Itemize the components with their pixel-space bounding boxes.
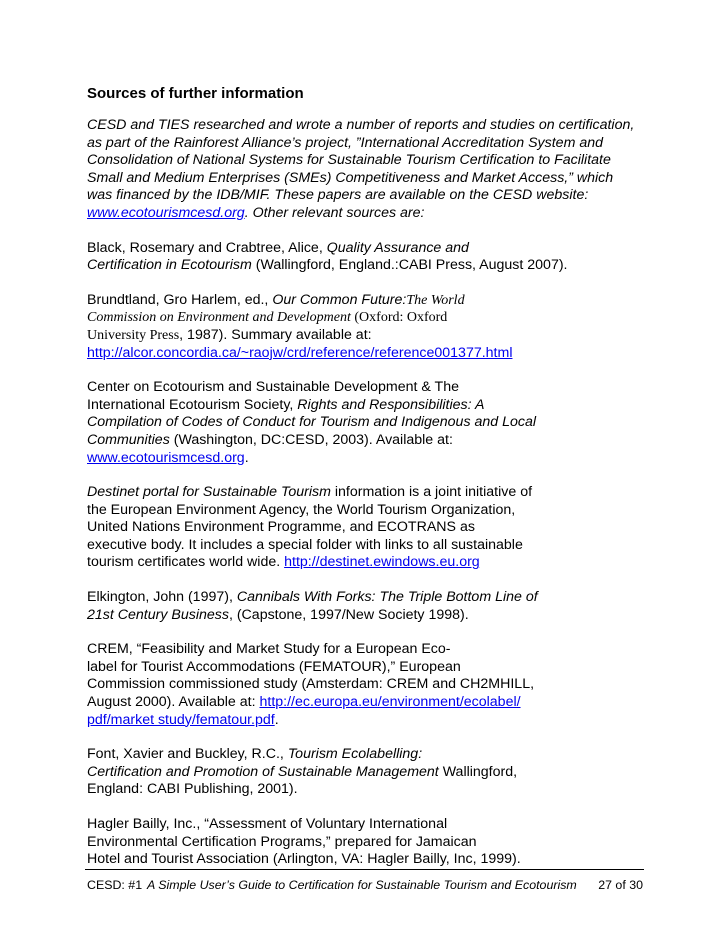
reference-cesd: Center on Ecotourism and Sustainable Development & The International Ecotourism Society, Rights and Responsibilities: A Compilation of Codes of Conduct for Tourism and Indigenous and Local Communities (Washington, DC:CESD, 2003). Available at: www.ecotourismcesd.org. <box>87 379 537 466</box>
reference-font: Font, Xavier and Buckley, R.C., Tourism Ecolabelling: Certification and Promotion of Sustainable Management Wallingford, England: CABI Publishing, 2001). <box>87 746 518 798</box>
cesd-reference-link[interactable]: www.ecotourismcesd.org <box>87 449 245 466</box>
intro-line: Consolidation of National Systems for Sustainable Tourism Certification to Facilitate <box>87 152 611 169</box>
reference-brundtland: Brundtland, Gro Harlem, ed., Our Common Future:The World Commission on Environment and Development (Oxford: Oxford University Press, 1987). Summary available at: http://alcor.concordia.ca/~raojw/crd/reference/reference001377.html <box>87 291 513 361</box>
reference-title: Compilation of Codes of Conduct for Tourism and Indigenous and Local <box>87 414 537 431</box>
fematour-link[interactable]: http://ec.europa.eu/environment/ecolabel/ <box>259 694 521 711</box>
reference-crem: CREM, “Feasibility and Market Study for a European Eco- label for Tourist Accommodations (FEMATOUR),” European Commission commissioned study (Amsterdam: CREM and CH2MHILL, August 2000). Available at: http://ec.europa.eu/environment/ecolabel/ pdf/market study/fematour.pdf. <box>87 641 535 728</box>
intro-line: Small and Medium Enterprises (SMEs) Competitiveness and Market Access,” which <box>87 169 614 186</box>
destinet-link[interactable]: http://destinet.ewindows.eu.org <box>284 554 480 571</box>
intro-line: www.ecotourismcesd.org. Other relevant sources are: <box>87 204 425 221</box>
cesd-website-link[interactable]: www.ecotourismcesd.org <box>87 204 245 221</box>
intro-line: was financed by the IDB/MIF. These papers are available on the CESD website: <box>87 187 589 204</box>
reference-destinet: Destinet portal for Sustainable Tourism information is a joint initiative of the European Environment Agency, the World Tourism Organization, United Nations Environment Programme, and ECOTRANS as executive body. It includes a special folder with links to all sustainable tourism certificates world wide. http://destinet.ewindows.eu.org <box>87 484 533 571</box>
reference-title: Rights and Responsibilities: A <box>297 396 485 413</box>
reference-hagler: Hagler Bailly, Inc., “Assessment of Voluntary International Environmental Certification Programs,” prepared for Jamaican Hotel and Tourist Association (Arlington, VA: Hagler Bailly, Inc, 1999). <box>87 816 521 868</box>
intro-line: CESD and TIES researched and wrote a number of reports and studies on certification, <box>87 117 635 133</box>
reference-title: Certification and Promotion of Sustainable Management <box>87 763 439 780</box>
reference-title: Communities <box>87 431 170 448</box>
intro-paragraph <box>87 117 643 223</box>
reference-title: Tourism Ecolabelling: <box>287 746 423 763</box>
reference-title: Certification in Ecotourism <box>87 257 252 274</box>
footer-doc-id: CESD: #1 <box>87 878 143 892</box>
footer-divider <box>85 869 644 870</box>
section-heading: Sources of further information <box>87 85 304 102</box>
brundtland-summary-link[interactable]: http://alcor.concordia.ca/~raojw/crd/reference/reference001377.html <box>87 344 513 361</box>
reference-title: 21st Century Business <box>87 606 229 623</box>
reference-title: Our Common Future: <box>272 291 407 308</box>
fematour-link[interactable]: pdf/market study/fematour.pdf <box>87 711 275 728</box>
reference-title: Quality Assurance and <box>326 239 469 256</box>
footer-title: A Simple User’s Guide to Certification for Sustainable Tourism and Ecotourism <box>147 878 577 892</box>
footer-page-number: 27 of 30 <box>598 878 643 892</box>
reference-title: Destinet portal for Sustainable Tourism <box>87 484 331 501</box>
intro-line: as part of the Rainforest Alliance’s project, ”International Accreditation System and <box>87 134 604 151</box>
reference-title: Cannibals With Forks: The Triple Bottom Line of <box>236 589 538 606</box>
reference-elkington: Elkington, John (1997), Cannibals With Forks: The Triple Bottom Line of 21st Century Business, (Capstone, 1997/New Society 1998). <box>87 589 538 623</box>
reference-black: Black, Rosemary and Crabtree, Alice, Quality Assurance and Certification in Ecotourism (Wallingford, England.:CABI Press, August 2007). <box>87 239 568 274</box>
page-content <box>87 84 643 886</box>
